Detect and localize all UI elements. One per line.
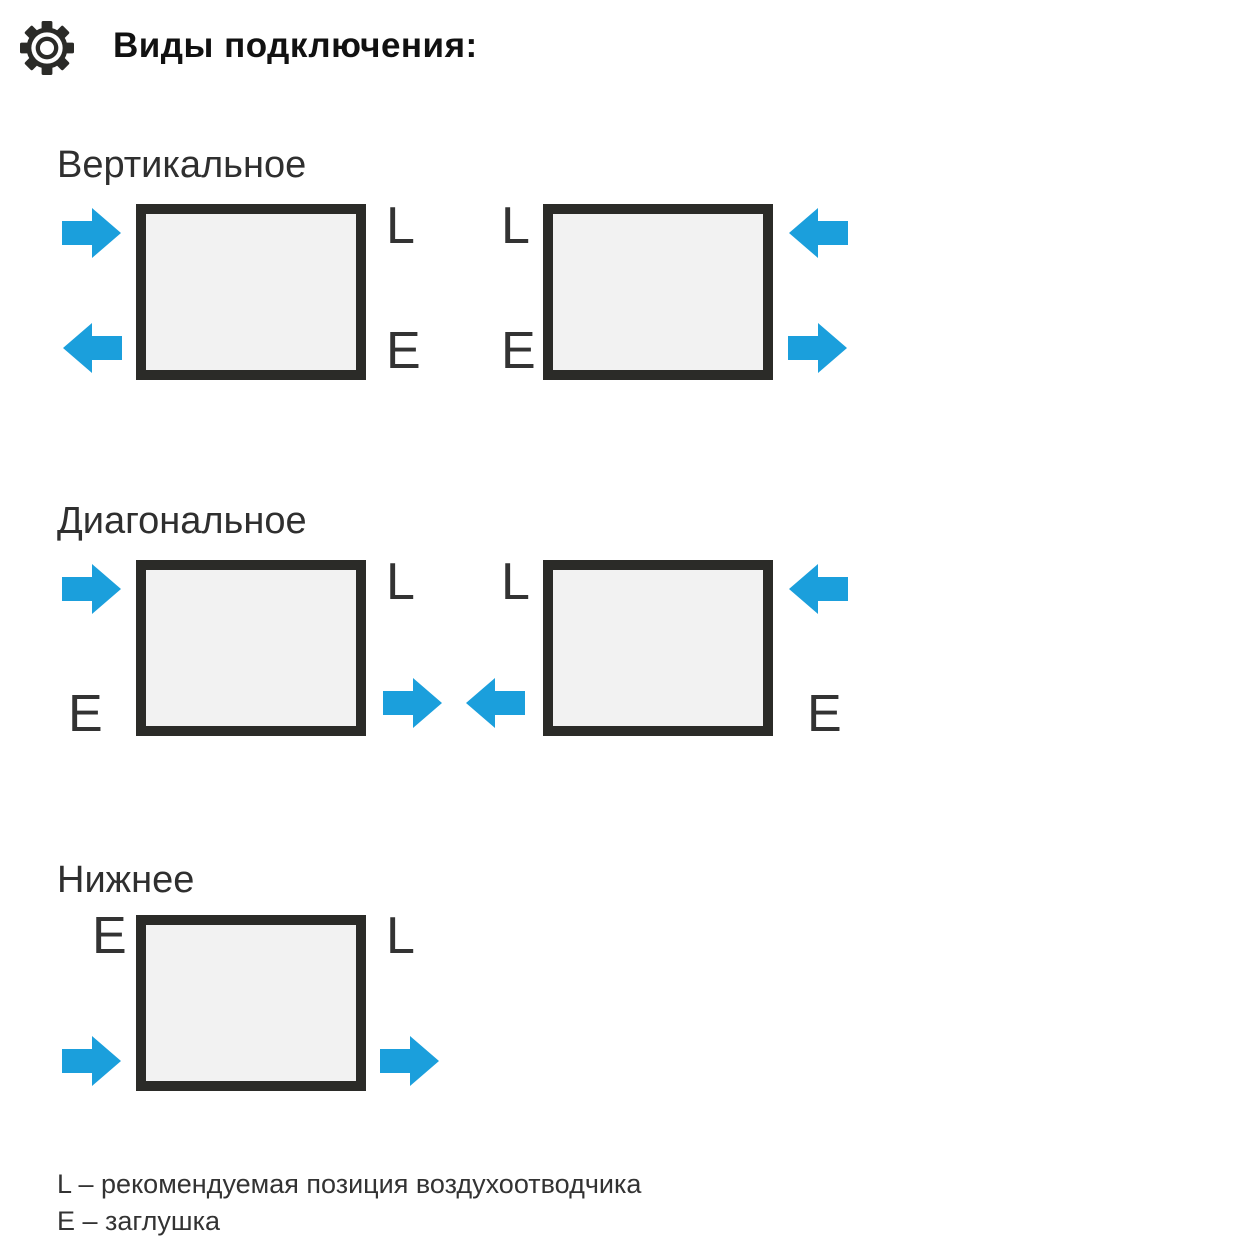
port-label-e: E: [68, 685, 103, 743]
radiator-body: [136, 204, 366, 380]
flow-in-arrow-icon: [788, 207, 848, 259]
port-label-l: L: [386, 197, 415, 255]
page-title: Виды подключения:: [113, 26, 478, 65]
flow-out-arrow-icon: [62, 322, 122, 374]
flow-in-arrow-icon: [62, 207, 122, 259]
radiator-body: [136, 915, 366, 1091]
legend: [57, 1166, 641, 1240]
legend-line-l: L – рекомендуемая позиция воздухоотводчика: [57, 1169, 642, 1199]
flow-out-arrow-icon: [380, 1035, 440, 1087]
flow-out-arrow-icon: [383, 677, 443, 729]
radiator-body: [543, 560, 773, 736]
flow-out-arrow-icon: [465, 677, 525, 729]
flow-out-arrow-icon: [788, 322, 848, 374]
port-label-e: E: [386, 322, 421, 380]
flow-in-arrow-icon: [62, 563, 122, 615]
section-title: Нижнее: [57, 859, 195, 901]
gear-icon: [20, 19, 74, 77]
radiator-body: [543, 204, 773, 380]
section-title: Вертикальное: [57, 144, 307, 186]
section-title: Диагональное: [57, 500, 307, 542]
port-label-l: L: [386, 907, 415, 965]
flow-in-arrow-icon: [62, 1035, 122, 1087]
legend-line-e: E – заглушка: [57, 1206, 221, 1236]
flow-in-arrow-icon: [788, 563, 848, 615]
port-label-l: L: [386, 553, 415, 611]
radiator-body: [136, 560, 366, 736]
port-label-e: E: [501, 322, 536, 380]
port-label-e: E: [807, 685, 842, 743]
port-label-e: E: [92, 907, 127, 965]
port-label-l: L: [501, 553, 530, 611]
port-label-l: L: [501, 197, 530, 255]
